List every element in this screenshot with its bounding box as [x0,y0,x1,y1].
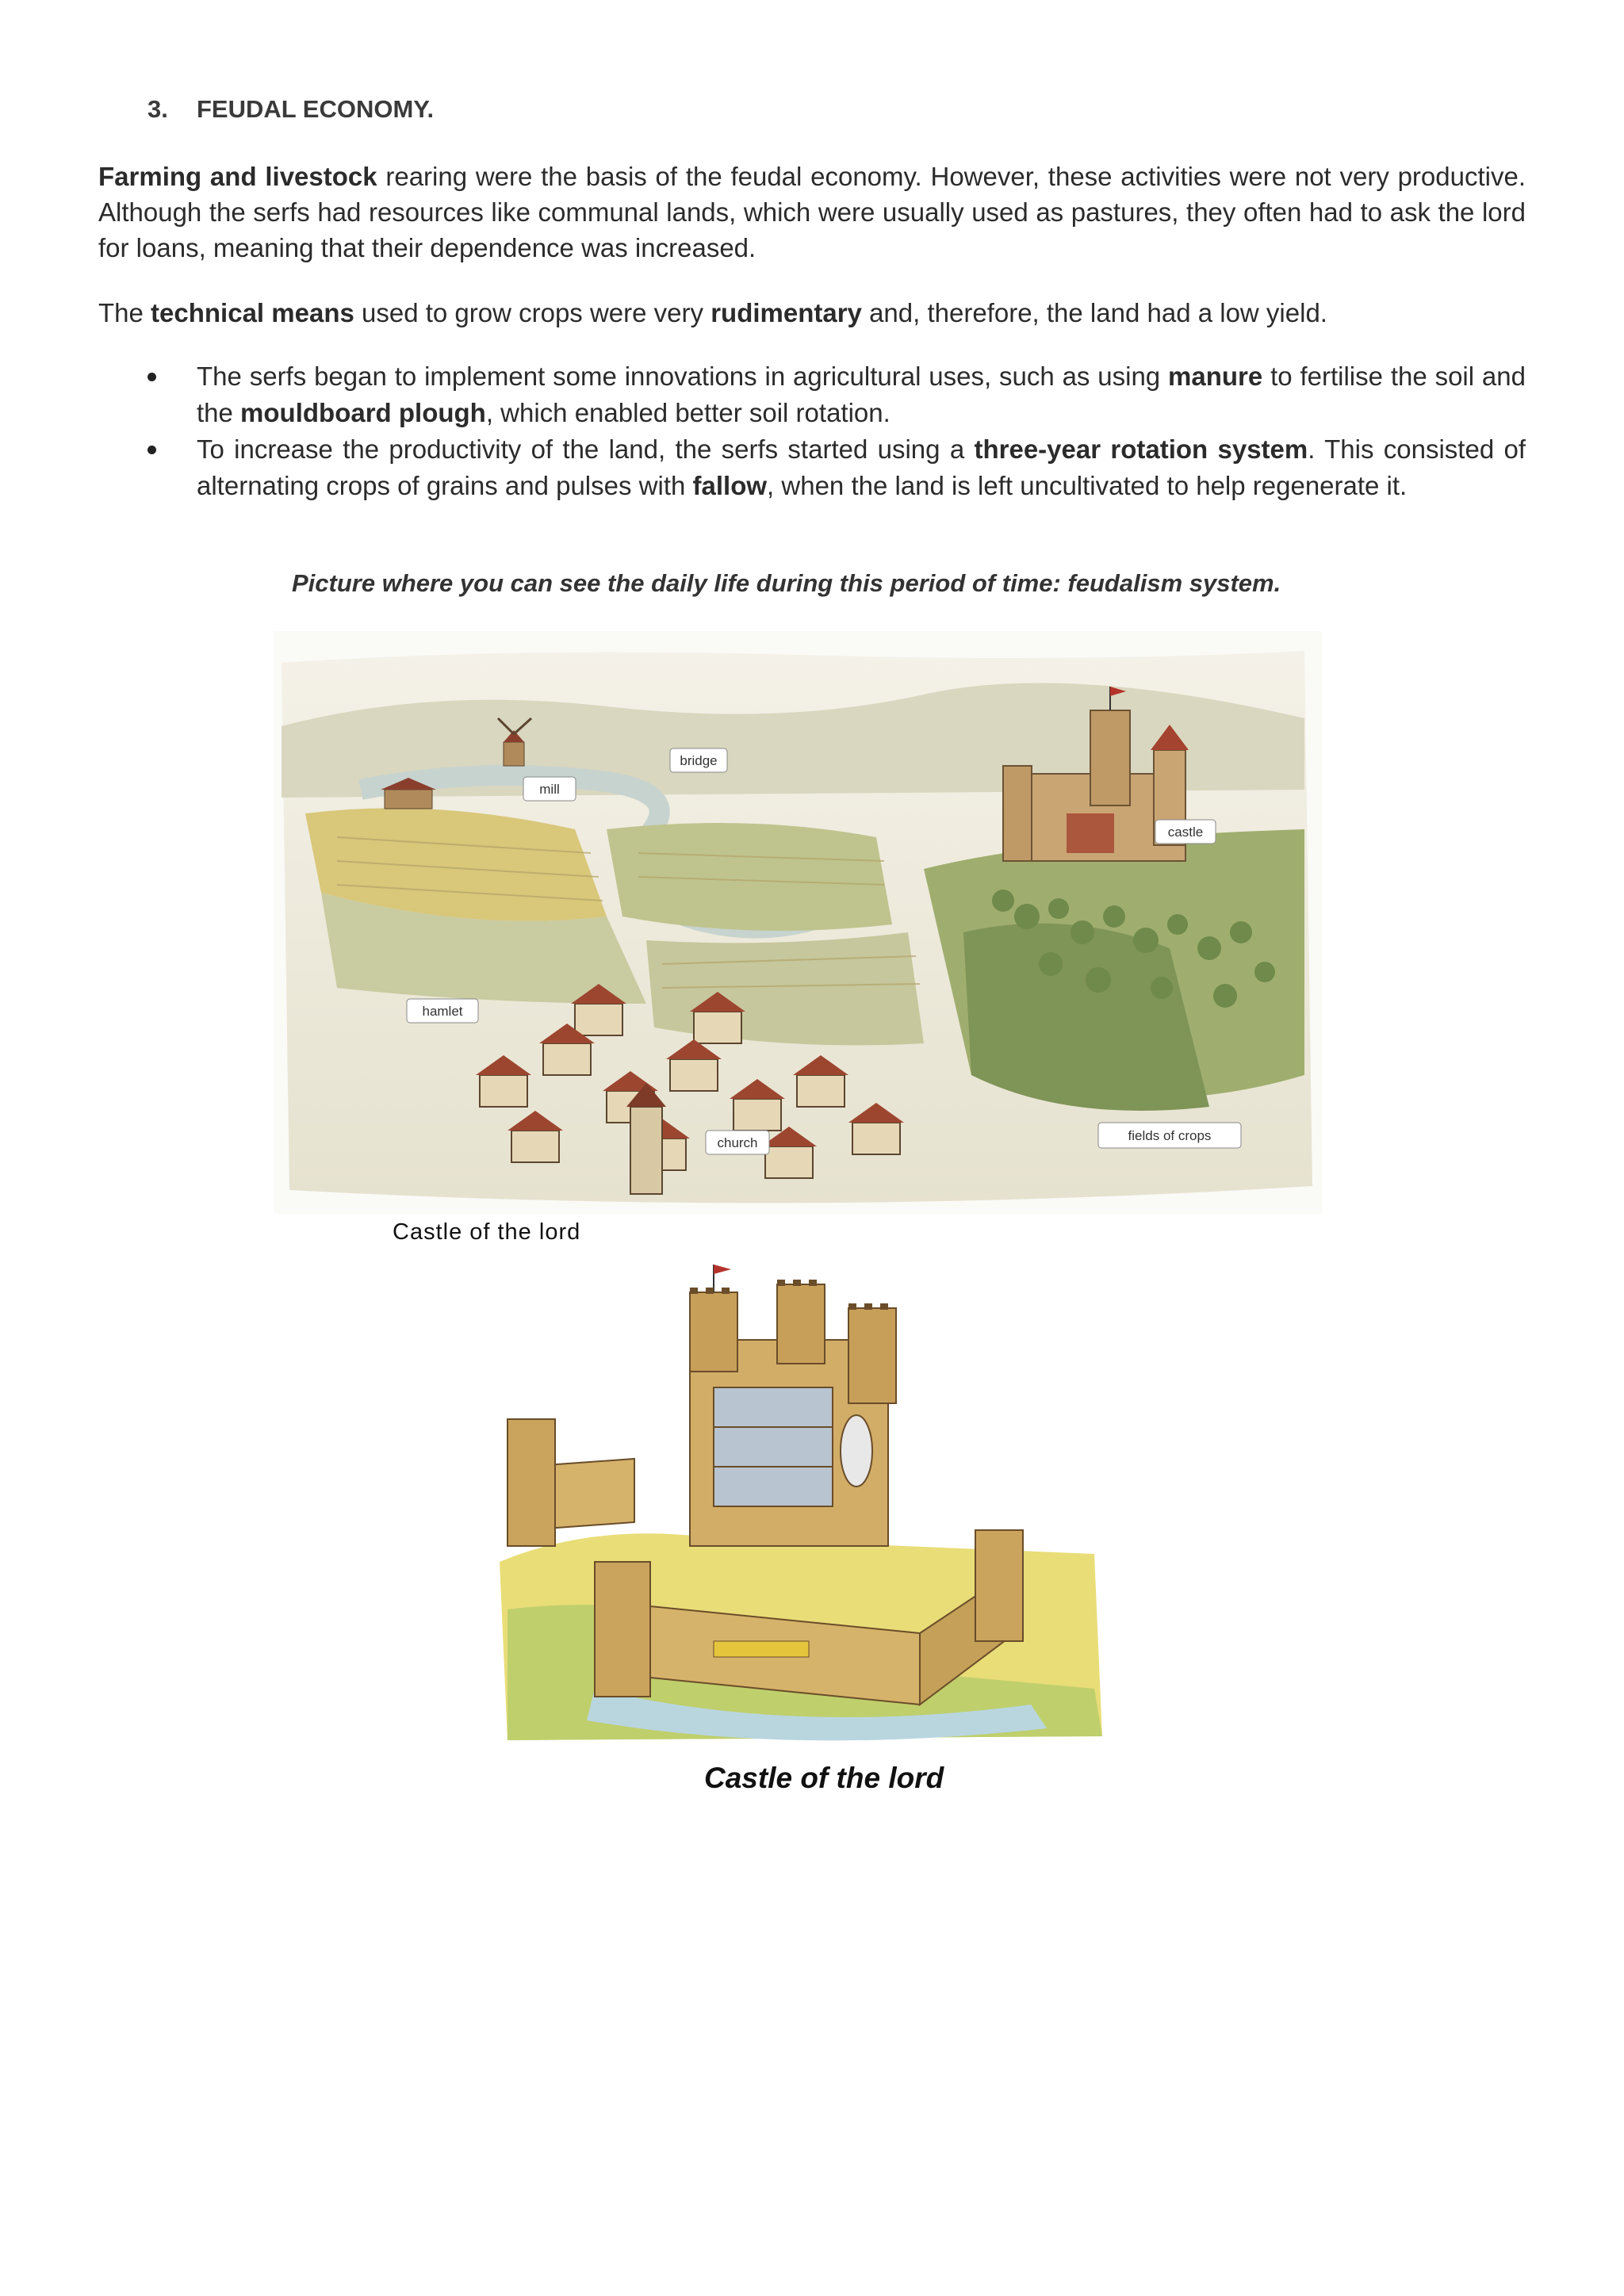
svg-text:fields of crops: fields of crops [1128,1128,1212,1143]
paragraph-farming [98,159,1526,266]
b1-text-1: The serfs began to implement some innovations in agricultural uses, such as using [197,362,1169,391]
section-number: 3. [147,95,168,123]
map-label-bridge [670,748,727,772]
p2-text-1: The [98,298,151,327]
section-title: FEUDAL ECONOMY. [197,95,435,123]
p2-text-3: and, therefore, the land had a low yield. [861,298,1327,327]
bold-rudimentary: rudimentary [710,298,862,327]
svg-text:hamlet: hamlet [422,1004,463,1019]
b1-text-2: to fertilise the soil and the [197,362,1526,427]
list-item [98,358,1526,431]
map-label-castle [1155,820,1216,844]
b2-text-3: , when the land is left uncultivated to help regenerate it. [767,471,1408,500]
paragraph-farming-text: rearing were the basis of the feudal economy. However, these activities were not very productive. Although the serfs had resources like communal lands, which were usually used as pastures, they often had to ask the lord for loans, meaning that their dependence was increased. [98,162,1526,262]
map-label-mill [523,777,576,801]
svg-text:mill: mill [539,782,560,797]
map-label-hamlet [407,999,478,1023]
feudal-landscape-illustration [274,631,1322,1214]
b1-text-3: , which enabled better soil rotation. [485,398,891,427]
svg-text:bridge: bridge [680,753,718,768]
map-label-fields [1098,1123,1241,1148]
bold-fallow: fallow [692,471,768,500]
castle-illustration [476,1261,1126,1756]
svg-text:church: church [717,1135,758,1150]
innovations-list [98,358,1526,504]
paragraph-technical-means [98,295,1526,331]
bullet-icon [147,446,156,454]
b2-text-2: . This consisted of alternating crops of grains and pulses with [197,434,1526,500]
p2-text-2: used to grow crops were very [354,298,711,327]
castle-small-label: Castle of the lord [393,1219,581,1245]
list-item [98,431,1526,504]
castle-caption: Castle of the lord [704,1762,944,1794]
section-heading [147,95,434,124]
bold-technical-means: technical means [151,298,354,327]
b2-text-1: To increase the productivity of the land, the serfs started using a [197,434,975,464]
bold-three-year-rotation: three-year rotation system [974,434,1308,464]
bold-mouldboard-plough: mouldboard plough [240,398,486,427]
bold-manure: manure [1168,362,1263,391]
bold-farming-livestock: Farming and livestock [98,162,377,191]
bullet-icon [147,373,156,381]
picture-caption: Picture where you can see the daily life during this period of time: feudalism system. [292,569,1281,597]
svg-text:castle: castle [1167,825,1204,840]
map-label-church [706,1131,769,1154]
